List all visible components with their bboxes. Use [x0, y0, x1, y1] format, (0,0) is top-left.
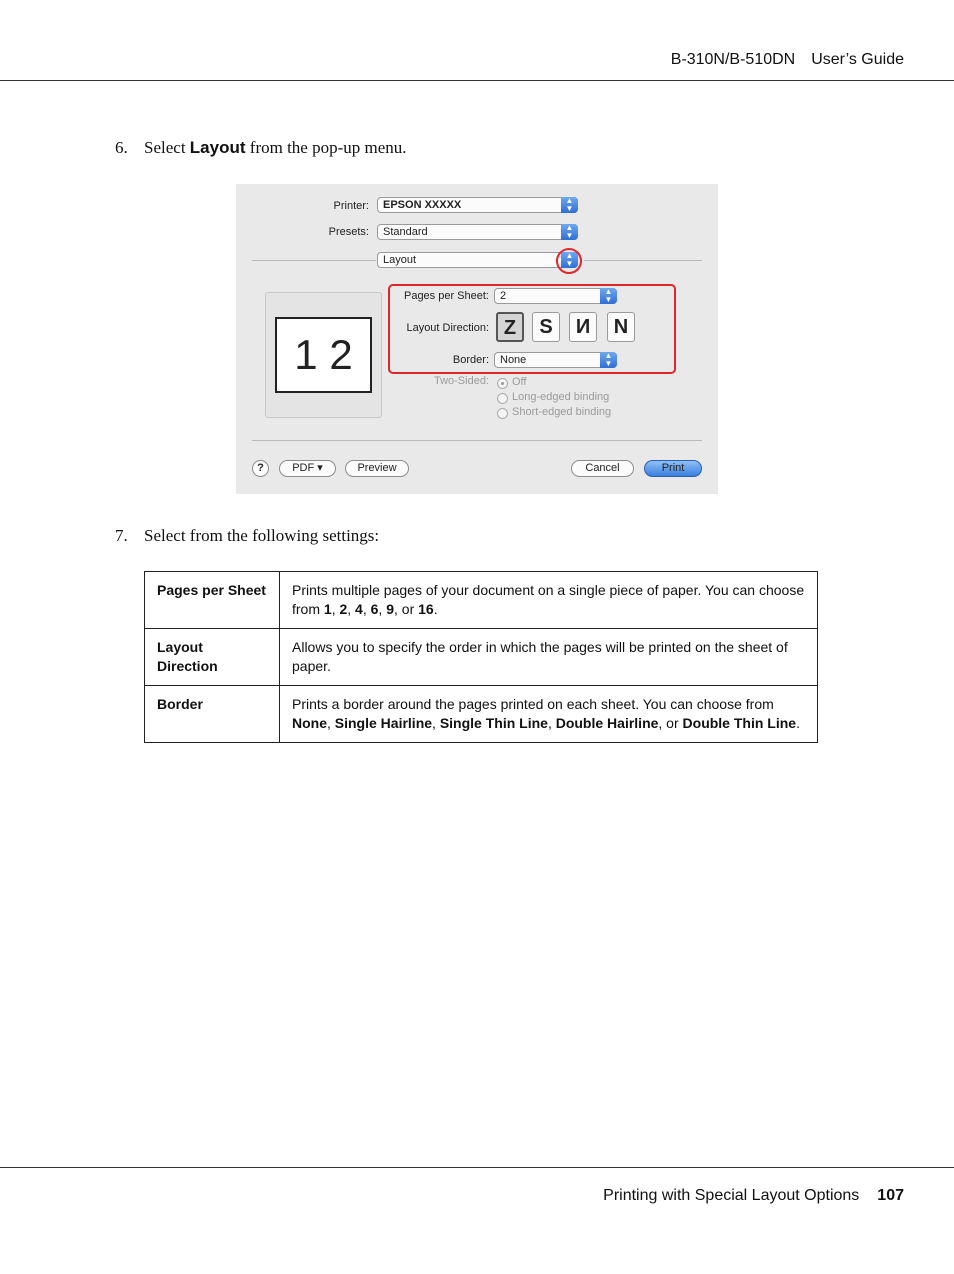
- description-segment: None: [292, 715, 327, 731]
- header-rule: [0, 80, 954, 81]
- running-footer: [603, 1187, 904, 1205]
- two-sided-off-label: Off: [512, 376, 527, 388]
- cancel-button[interactable]: Cancel: [571, 460, 634, 477]
- help-button[interactable]: ?: [252, 460, 269, 477]
- step-6-bold: Layout: [189, 138, 246, 157]
- direction-z-button[interactable]: Z: [496, 312, 524, 342]
- presets-popup[interactable]: [377, 224, 578, 240]
- footer-rule: [0, 1167, 954, 1168]
- description-segment: Prints multiple pages of your document on a single piece of paper. You can choose from: [292, 582, 805, 617]
- description-segment: 4: [355, 601, 363, 617]
- border-value: None: [500, 354, 527, 366]
- highlight-circle: [556, 248, 582, 274]
- direction-reverse-n-button[interactable]: И: [569, 312, 597, 342]
- two-sided-short-radio[interactable]: [497, 408, 508, 419]
- description-segment: ,: [547, 715, 556, 731]
- setting-term: Layout Direction: [145, 629, 280, 686]
- pdf-button[interactable]: PDF ▾: [279, 460, 336, 477]
- header-guide: User’s Guide: [811, 51, 904, 68]
- two-sided-off-radio[interactable]: [497, 378, 508, 389]
- border-popup[interactable]: [494, 352, 617, 368]
- table-row: [145, 629, 818, 686]
- footer-section: Printing with Special Layout Options: [603, 1187, 860, 1204]
- step-6-pre: Select: [144, 138, 190, 157]
- setting-description: [280, 629, 818, 686]
- two-sided-short-label: Short-edged binding: [512, 406, 612, 418]
- print-button[interactable]: Print: [644, 460, 702, 477]
- setting-term: Pages per Sheet: [145, 572, 280, 629]
- running-header: [671, 51, 904, 69]
- setting-description: [280, 686, 818, 743]
- description-segment: ,: [378, 601, 387, 617]
- panel-value: Layout: [383, 254, 417, 266]
- table-row: [145, 572, 818, 629]
- pages-per-sheet-popup[interactable]: [494, 288, 617, 304]
- popup-arrows-icon: ▲ ▼: [561, 224, 578, 240]
- description-segment: 6: [370, 601, 379, 617]
- step-6: [115, 138, 407, 158]
- step-7: [115, 526, 379, 546]
- two-sided-long-label: Long-edged binding: [512, 391, 610, 403]
- description-segment: Allows you to specify the order in which the pages will be printed on the sheet of paper.: [292, 639, 788, 674]
- header-product: B-310N/B-510DN: [670, 51, 796, 68]
- popup-arrows-icon: ▲ ▼: [561, 197, 578, 213]
- border-label: Border:: [452, 354, 489, 366]
- printer-label: Printer:: [333, 200, 369, 212]
- description-segment: ,: [331, 601, 340, 617]
- preview-button[interactable]: Preview: [345, 460, 409, 477]
- separator-left: [252, 260, 376, 261]
- popup-arrows-icon: ▲ ▼: [561, 252, 578, 268]
- setting-term: Border: [145, 686, 280, 743]
- bottom-separator: [252, 440, 702, 441]
- step-7-number: 7.: [115, 526, 128, 545]
- separator-right: [584, 260, 702, 261]
- description-segment: Double Hairline: [555, 715, 659, 731]
- layout-direction-label: Layout Direction:: [406, 322, 489, 334]
- two-sided-label: Two-Sided:: [433, 375, 489, 387]
- description-segment: Single Hairline: [334, 715, 433, 731]
- direction-s-button[interactable]: S: [532, 312, 560, 342]
- description-segment: ,: [347, 601, 356, 617]
- printer-popup[interactable]: [377, 197, 578, 213]
- pages-per-sheet-label: Pages per Sheet:: [403, 290, 489, 302]
- page-number: 107: [877, 1187, 904, 1204]
- pages-per-sheet-value: 2: [500, 290, 507, 302]
- settings-table: [144, 571, 818, 743]
- presets-value: Standard: [383, 226, 428, 238]
- description-segment: , or: [658, 715, 683, 731]
- popup-arrows-icon: ▲ ▼: [600, 288, 617, 304]
- description-segment: 2: [339, 601, 348, 617]
- description-segment: , or: [394, 601, 419, 617]
- preview-sheet: 1 2: [275, 317, 372, 393]
- description-segment: 16: [418, 601, 434, 617]
- description-segment: 1: [323, 601, 332, 617]
- description-segment: .: [433, 601, 438, 617]
- table-row: [145, 686, 818, 743]
- popup-arrows-icon: ▲ ▼: [600, 352, 617, 368]
- description-segment: ,: [327, 715, 335, 731]
- step-6-post: from the pop-up menu.: [245, 138, 407, 157]
- direction-n-button[interactable]: N: [607, 312, 635, 342]
- setting-description: [280, 572, 818, 629]
- description-segment: Single Thin Line: [439, 715, 548, 731]
- layout-preview: [265, 292, 382, 418]
- panel-popup[interactable]: [377, 252, 578, 268]
- print-dialog-screenshot: [236, 184, 718, 494]
- description-segment: 9: [386, 601, 394, 617]
- description-segment: Double Thin Line: [682, 715, 797, 731]
- step-6-number: 6.: [115, 138, 128, 157]
- description-segment: Prints a border around the pages printed on each sheet. You can choose from: [292, 696, 774, 712]
- printer-value: EPSON XXXXX: [383, 199, 462, 211]
- description-segment: ,: [362, 601, 371, 617]
- two-sided-long-radio[interactable]: [497, 393, 508, 404]
- step-7-text: Select from the following settings:: [144, 526, 380, 545]
- description-segment: .: [796, 715, 800, 731]
- presets-label: Presets:: [328, 226, 369, 238]
- description-segment: ,: [432, 715, 440, 731]
